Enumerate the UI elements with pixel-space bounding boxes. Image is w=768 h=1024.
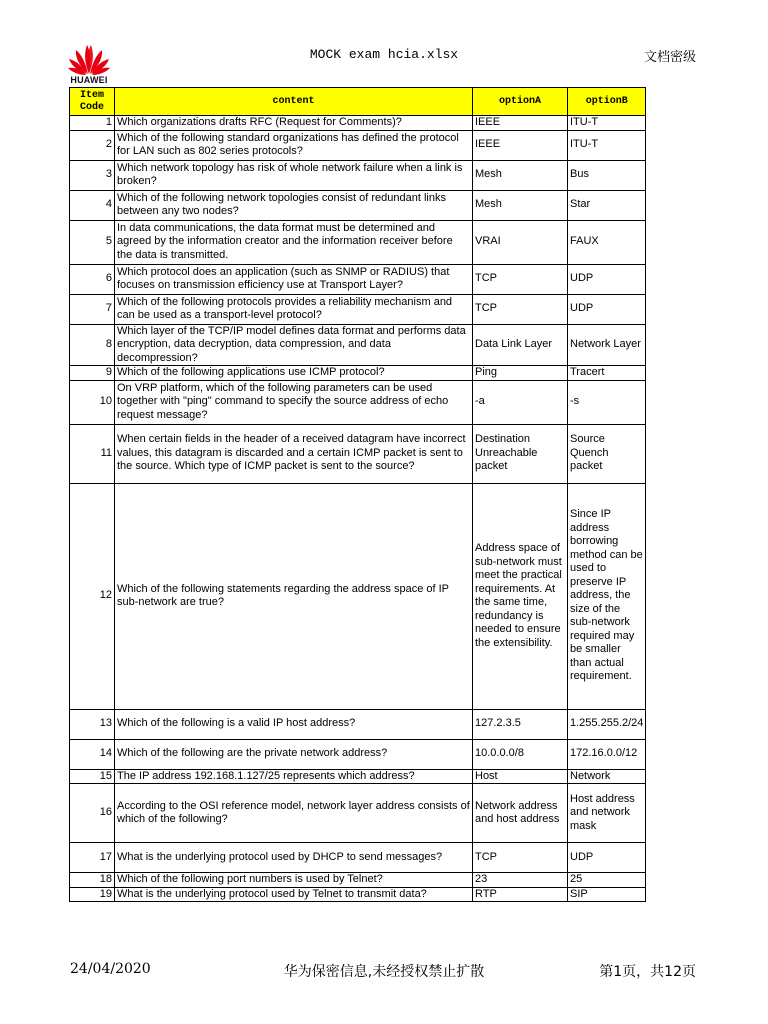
option-b-cell: Tracert xyxy=(568,366,646,381)
question-cell: What is the underlying protocol used by DHCP to send messages? xyxy=(115,843,473,873)
option-b-cell: Source Quench packet xyxy=(568,424,646,483)
option-b-cell: Host address and network mask xyxy=(568,784,646,843)
option-b-cell: ITU-T xyxy=(568,130,646,160)
table-body xyxy=(70,116,646,902)
question-table xyxy=(69,87,646,902)
option-b-cell: Star xyxy=(568,190,646,220)
question-cell: Which of the following are the private network address? xyxy=(115,739,473,769)
option-a-cell: Mesh xyxy=(473,190,568,220)
column-header-content: content xyxy=(115,88,473,116)
item-code-cell: 10 xyxy=(70,380,115,424)
option-b-cell: Network Layer xyxy=(568,324,646,366)
item-code-cell: 11 xyxy=(70,424,115,483)
column-header-option-a: optionA xyxy=(473,88,568,116)
item-code-cell: 12 xyxy=(70,483,115,709)
question-cell: Which of the following standard organizations has defined the protocol for LAN such as 802 series protocols? xyxy=(115,130,473,160)
item-code-cell: 14 xyxy=(70,739,115,769)
option-b-cell: Bus xyxy=(568,160,646,190)
option-a-cell: VRAI xyxy=(473,220,568,264)
item-code-cell: 17 xyxy=(70,843,115,873)
option-b-cell: -s xyxy=(568,380,646,424)
table-row xyxy=(70,130,646,160)
option-a-cell: IEEE xyxy=(473,130,568,160)
table-row xyxy=(70,380,646,424)
table-row xyxy=(70,366,646,381)
question-cell: Which of the following applications use ICMP protocol? xyxy=(115,366,473,381)
option-a-cell: Destination Unreachable packet xyxy=(473,424,568,483)
option-b-cell: Since IP address borrowing method can be used to preserve IP address, the size of the sub-network required may be smaller than actual requirement. xyxy=(568,483,646,709)
table-row xyxy=(70,887,646,902)
table-row xyxy=(70,116,646,131)
table-row xyxy=(70,324,646,366)
table-row xyxy=(70,294,646,324)
item-code-cell: 6 xyxy=(70,264,115,294)
question-cell: Which of the following statements regarding the address space of IP sub-network are true? xyxy=(115,483,473,709)
item-code-cell: 15 xyxy=(70,769,115,784)
question-cell: What is the underlying protocol used by Telnet to transmit data? xyxy=(115,887,473,902)
option-a-cell: TCP xyxy=(473,264,568,294)
option-b-cell: Network xyxy=(568,769,646,784)
question-cell: Which of the following is a valid IP host address? xyxy=(115,709,473,739)
item-code-cell: 13 xyxy=(70,709,115,739)
option-b-cell: SIP xyxy=(568,887,646,902)
footer-confidential-notice: 华为保密信息,未经授权禁止扩散 xyxy=(283,964,485,980)
option-b-cell: 172.16.0.0/12 xyxy=(568,739,646,769)
option-a-cell: TCP xyxy=(473,294,568,324)
table-row xyxy=(70,220,646,264)
table-row xyxy=(70,739,646,769)
option-a-cell: 10.0.0.0/8 xyxy=(473,739,568,769)
question-cell: Which network topology has risk of whole network failure when a link is broken? xyxy=(115,160,473,190)
document-classification: 文档密级 xyxy=(643,50,696,65)
option-b-cell: ITU-T xyxy=(568,116,646,131)
column-header-option-b: optionB xyxy=(568,88,646,116)
question-cell: On VRP platform, which of the following parameters can be used together with "ping" command to specify the source address of echo request message? xyxy=(115,380,473,424)
option-a-cell: Mesh xyxy=(473,160,568,190)
option-a-cell: RTP xyxy=(473,887,568,902)
question-cell: Which layer of the TCP/IP model defines data format and performs data encryption, data decryption, data compression, and data decompression? xyxy=(115,324,473,366)
question-cell: Which of the following protocols provides a reliability mechanism and can be used as a transport-level protocol? xyxy=(115,294,473,324)
question-cell: Which of the following network topologies consist of redundant links between any two nodes? xyxy=(115,190,473,220)
question-cell: The IP address 192.168.1.127/25 represents which address? xyxy=(115,769,473,784)
footer-page-number: 第1页，共12页 xyxy=(599,964,696,980)
question-cell: According to the OSI reference model, network layer address consists of which of the following? xyxy=(115,784,473,843)
table-row xyxy=(70,424,646,483)
brand-wordmark: HUAWEI xyxy=(70,75,108,85)
footer-date: 24/04/2020 xyxy=(70,961,151,977)
table-row xyxy=(70,709,646,739)
option-a-cell: Ping xyxy=(473,366,568,381)
option-b-cell: 1.255.255.2/24 xyxy=(568,709,646,739)
item-code-cell: 18 xyxy=(70,873,115,888)
item-code-cell: 7 xyxy=(70,294,115,324)
item-code-cell: 2 xyxy=(70,130,115,160)
option-a-cell: -a xyxy=(473,380,568,424)
table-row xyxy=(70,264,646,294)
table-row xyxy=(70,483,646,709)
option-a-cell: IEEE xyxy=(473,116,568,131)
table-row xyxy=(70,873,646,888)
item-code-cell: 19 xyxy=(70,887,115,902)
option-a-cell: Network address and host address xyxy=(473,784,568,843)
option-b-cell: UDP xyxy=(568,264,646,294)
option-b-cell: UDP xyxy=(568,294,646,324)
item-code-cell: 9 xyxy=(70,366,115,381)
document-filename: MOCK exam hcia.xlsx xyxy=(309,47,459,62)
option-a-cell: Data Link Layer xyxy=(473,324,568,366)
table-row xyxy=(70,843,646,873)
column-header-item-code: Item Code xyxy=(70,88,115,116)
option-a-cell: Host xyxy=(473,769,568,784)
option-a-cell: 127.2.3.5 xyxy=(473,709,568,739)
question-cell: Which protocol does an application (such as SNMP or RADIUS) that focuses on transmission efficiency use at Transport Layer? xyxy=(115,264,473,294)
option-b-cell: UDP xyxy=(568,843,646,873)
item-code-cell: 1 xyxy=(70,116,115,131)
item-code-cell: 16 xyxy=(70,784,115,843)
item-code-cell: 4 xyxy=(70,190,115,220)
option-b-cell: 25 xyxy=(568,873,646,888)
table-row xyxy=(70,784,646,843)
question-cell: Which organizations drafts RFC (Request for Comments)? xyxy=(115,116,473,131)
item-code-cell: 5 xyxy=(70,220,115,264)
table-header-row xyxy=(70,88,646,116)
item-code-cell: 8 xyxy=(70,324,115,366)
option-b-cell: FAUX xyxy=(568,220,646,264)
option-a-cell: TCP xyxy=(473,843,568,873)
question-cell: When certain fields in the header of a received datagram have incorrect values, this datagram is discarded and a certain ICMP packet is sent to the source. Which type of ICMP packet is sent to the source? xyxy=(115,424,473,483)
question-cell: In data communications, the data format must be determined and agreed by the information creator and the information receiver before the data is transmitted. xyxy=(115,220,473,264)
question-cell: Which of the following port numbers is used by Telnet? xyxy=(115,873,473,888)
table-row xyxy=(70,190,646,220)
table-row xyxy=(70,160,646,190)
option-a-cell: 23 xyxy=(473,873,568,888)
item-code-cell: 3 xyxy=(70,160,115,190)
table-row xyxy=(70,769,646,784)
option-a-cell: Address space of sub-network must meet the practical requirements. At the same time, redundancy is needed to ensure the extensibility. xyxy=(473,483,568,709)
